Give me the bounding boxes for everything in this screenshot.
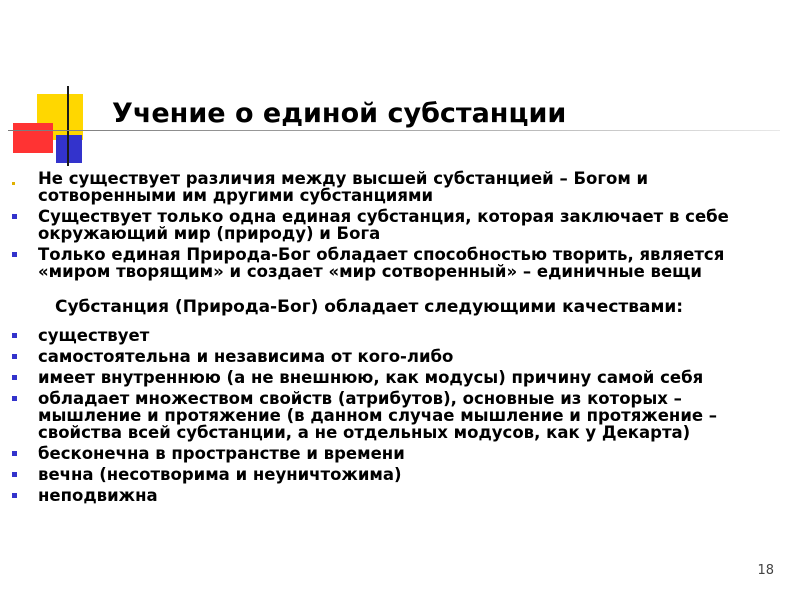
list-item-text: имеет внутреннюю (а не внешнюю, как модусы) причину самой себя bbox=[38, 368, 704, 387]
list-item bbox=[0, 390, 800, 441]
bullet-icon bbox=[12, 396, 17, 401]
bullet-icon bbox=[12, 214, 17, 219]
list-item-text: обладает множеством свойств (атрибутов), основные из которых – мышление и протяжение (в данном случае мышление и протяжение – свойства всей субстанции, а не отдельных модусов, как у Декарта) bbox=[38, 389, 718, 442]
bullet-icon bbox=[12, 451, 17, 456]
bullet-icon bbox=[12, 182, 15, 185]
list-item-text: вечна (несотворима и неуничтожима) bbox=[38, 465, 402, 484]
decor-blue-square bbox=[56, 135, 82, 163]
decor-vertical-line bbox=[67, 86, 69, 166]
list-item bbox=[0, 170, 800, 204]
bullet-icon bbox=[12, 493, 17, 498]
list-item bbox=[0, 369, 800, 386]
list-item-text: неподвижна bbox=[38, 486, 158, 505]
list-item-text: бесконечна в пространстве и времени bbox=[38, 444, 405, 463]
page-number: 18 bbox=[757, 563, 774, 578]
bullet-icon bbox=[12, 354, 17, 359]
bottom-bullet-list bbox=[0, 327, 800, 504]
decor-red-square bbox=[13, 123, 53, 153]
list-item-text: Не существует различия между высшей субстанцией – Богом и сотворенными им другими субстанциями bbox=[38, 169, 649, 205]
top-bullet-list bbox=[0, 170, 800, 280]
slide-content bbox=[0, 170, 800, 508]
list-item bbox=[0, 466, 800, 483]
bullet-icon bbox=[12, 375, 17, 380]
slide-title: Учение о единой субстанции bbox=[112, 98, 567, 129]
bullet-icon bbox=[12, 333, 17, 338]
list-item-text: существует bbox=[38, 326, 150, 345]
subheading: Субстанция (Природа-Бог) обладает следующими качествами: bbox=[55, 297, 684, 317]
list-item-text: самостоятельна и независима от кого-либо bbox=[38, 347, 454, 366]
list-item bbox=[0, 487, 800, 504]
bullet-icon bbox=[12, 472, 17, 477]
title-underline bbox=[8, 130, 780, 131]
list-item bbox=[0, 445, 800, 462]
list-item bbox=[0, 327, 800, 344]
list-item bbox=[0, 348, 800, 365]
list-item-text: Только единая Природа-Бог обладает способностью творить, является «миром творящим» и создает «мир сотворенный» – единичные вещи bbox=[38, 245, 725, 281]
bullet-icon bbox=[12, 252, 17, 257]
list-item-text: Существует только одна единая субстанция, которая заключает в себе окружающий мир (природу) и Бога bbox=[38, 207, 729, 243]
list-item bbox=[0, 246, 800, 280]
list-item bbox=[0, 208, 800, 242]
